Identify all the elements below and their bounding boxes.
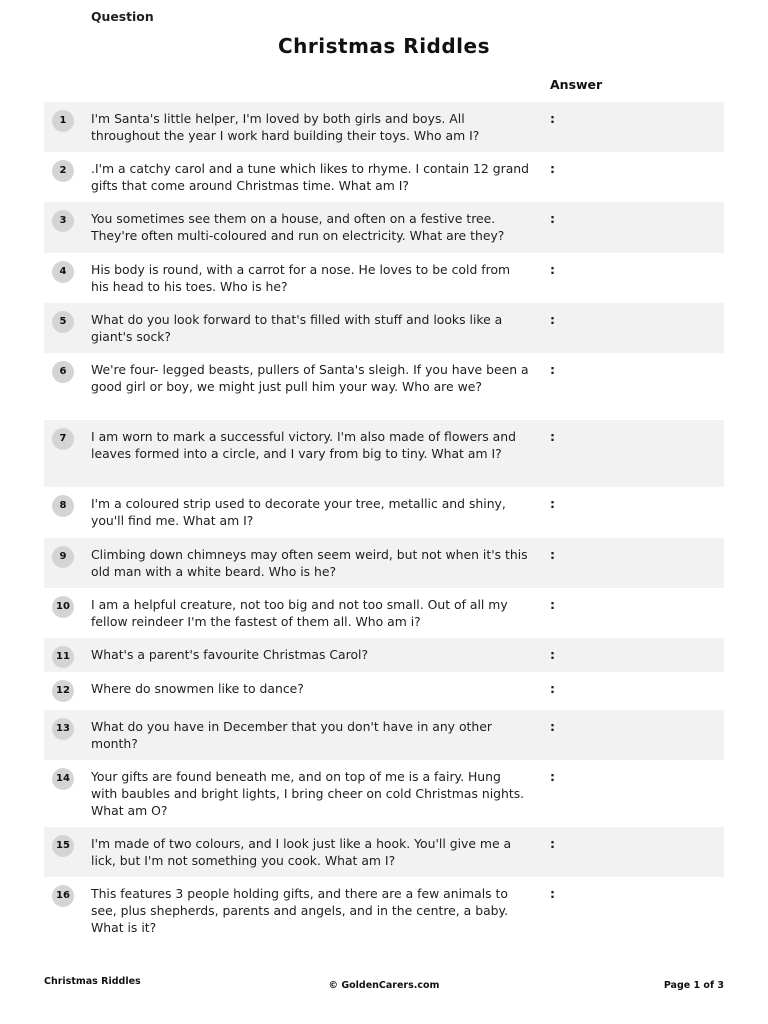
riddle-question: .I'm a catchy carol and a tune which likes to rhyme. I contain 12 grand gifts that come around Christmas time. What am I?: [91, 161, 530, 193]
riddle-row: [44, 420, 724, 487]
riddle-question: I'm made of two colours, and I look just like a hook. You'll give me a lick, but I'm not something you cook. What am I?: [91, 836, 512, 868]
answer-colon: :: [550, 597, 555, 612]
riddle-table: [44, 102, 724, 943]
riddle-row: [44, 710, 724, 760]
answer-colon: :: [550, 111, 555, 126]
riddle-number-badge: 9: [52, 546, 74, 568]
riddle-row: [44, 760, 724, 827]
answer-colon: :: [550, 211, 555, 226]
answer-colon: :: [550, 312, 555, 327]
answer-colon: :: [550, 262, 555, 277]
riddle-number-badge: 14: [52, 768, 74, 790]
answer-colon: :: [550, 362, 555, 377]
riddle-row: [44, 303, 724, 353]
riddle-number-badge: 11: [52, 646, 74, 668]
riddle-question: What's a parent's favourite Christmas Carol?: [91, 647, 369, 662]
riddle-row: [44, 152, 724, 202]
riddle-row: [44, 202, 724, 253]
answer-colon: :: [550, 429, 555, 444]
riddle-number-badge: 15: [52, 835, 74, 857]
riddle-row: [44, 588, 724, 638]
riddle-question: Climbing down chimneys may often seem weird, but not when it's this old man with a white beard. Who is he?: [91, 547, 528, 579]
riddle-question: What do you have in December that you don't have in any other month?: [91, 719, 492, 751]
riddle-row: [44, 353, 724, 420]
answer-column-header: Answer: [550, 77, 603, 92]
question-column-header: Question: [91, 9, 154, 24]
riddle-number-badge: 1: [52, 110, 74, 132]
riddle-question: This features 3 people holding gifts, and there are a few animals to see, plus shepherds, parents and angels, and in the centre, a baby. What is it?: [91, 886, 509, 935]
riddle-question: We're four- legged beasts, pullers of Santa's sleigh. If you have been a good girl or boy, we might just pull him your way. Who are we?: [91, 362, 529, 394]
riddle-question: What do you look forward to that's filled with stuff and looks like a giant's sock?: [91, 312, 503, 344]
riddle-number-badge: 7: [52, 428, 74, 450]
riddle-number-badge: 3: [52, 210, 74, 232]
riddle-row: [44, 827, 724, 877]
riddle-row: [44, 487, 724, 538]
footer-title: Christmas Riddles: [44, 976, 141, 987]
riddle-number-badge: 13: [52, 718, 74, 740]
riddle-number-badge: 5: [52, 311, 74, 333]
riddle-number-badge: 8: [52, 495, 74, 517]
answer-colon: :: [550, 496, 555, 511]
answer-colon: :: [550, 681, 555, 696]
riddle-number-badge: 10: [52, 596, 74, 618]
answer-colon: :: [550, 547, 555, 562]
riddle-question: I'm a coloured strip used to decorate your tree, metallic and shiny, you'll find me. What am I?: [91, 496, 506, 528]
riddle-row: [44, 538, 724, 588]
riddle-question: I am a helpful creature, not too big and not too small. Out of all my fellow reindeer I'm the fastest of them all. Who am i?: [91, 597, 508, 629]
riddle-row: [44, 877, 724, 943]
answer-colon: :: [550, 836, 555, 851]
riddle-row: [44, 102, 724, 152]
riddle-number-badge: 16: [52, 885, 74, 907]
riddle-row: [44, 253, 724, 303]
answer-colon: :: [550, 719, 555, 734]
riddle-question: I'm Santa's little helper, I'm loved by both girls and boys. All throughout the year I work hard building their toys. Who am I?: [91, 111, 480, 143]
page-title: Christmas Riddles: [277, 34, 490, 58]
riddle-row: [44, 638, 724, 672]
riddle-number-badge: 2: [52, 160, 74, 182]
riddle-question: His body is round, with a carrot for a nose. He loves to be cold from his head to his toes. Who is he?: [91, 262, 511, 294]
riddle-question: Where do snowmen like to dance?: [91, 681, 304, 696]
answer-colon: :: [550, 647, 555, 662]
riddle-number-badge: 6: [52, 361, 74, 383]
riddle-question: Your gifts are found beneath me, and on top of me is a fairy. Hung with baubles and bright lights, I bring cheer on cold Christmas nights. What am O?: [91, 769, 525, 818]
riddle-number-badge: 4: [52, 261, 74, 283]
riddle-question: You sometimes see them on a house, and often on a festive tree. They're often multi-coloured and run on electricity. What are they?: [91, 211, 505, 243]
riddle-question: I am worn to mark a successful victory. I'm also made of flowers and leaves formed into a circle, and I vary from big to tiny. What am I?: [91, 429, 516, 461]
riddle-number-badge: 12: [52, 680, 74, 702]
footer-copyright: © GoldenCarers.com: [328, 980, 440, 991]
footer-page-number: Page 1 of 3: [663, 980, 724, 991]
answer-colon: :: [550, 161, 555, 176]
answer-colon: :: [550, 769, 555, 784]
riddle-row: [44, 672, 724, 710]
answer-colon: :: [550, 886, 555, 901]
